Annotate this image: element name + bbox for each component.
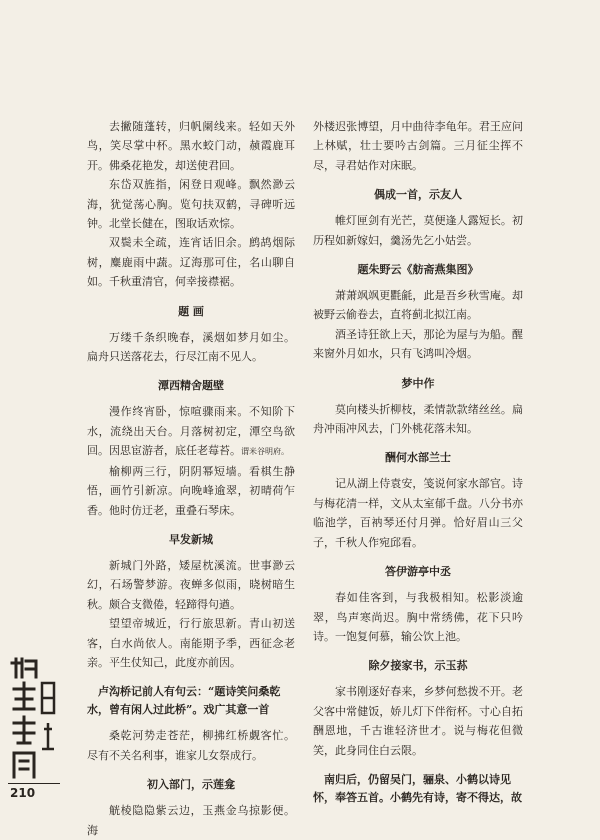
left-column	[87, 117, 295, 840]
poem-line: 萧萧飒飒更氍毹，此是吾乡秋雪庵。却被野云偷卷去，直将蓟北拟江南。	[313, 289, 523, 322]
footer-rule	[8, 783, 60, 784]
poem-line: 莫向楼头折柳枝，柔情款款绪丝丝。扁舟冲雨冲风去，门外桃花落未知。	[313, 402, 523, 436]
poem-line: 春如佳客到，与我极相知。松影淡逾翠，鸟声寒尚迟。胸中常绣佛，花下只吟诗。一饱复何慕，输公饮上池。	[313, 591, 523, 643]
poem-line: 万缕千条织晚春，溪烟如梦月如尘。扁舟只送落花去，行尽江南不见人。	[87, 330, 295, 364]
poem-title: 初入部门，示莲龛	[147, 778, 235, 792]
poem-line: 外楼迟张博望，月中曲待李龟年。君王应问上林赋，壮士要吟古剑篇。三月征尘挥不尽，寻君姑作对床眠。	[313, 120, 523, 172]
book-seal-logo	[8, 653, 60, 783]
poem-line: 家书刚逐好春来，乡梦何愁拨不开。老父客中常健饭，娇儿灯下伴衔杯。寸心自拓酬恩地，千古谁轻济世才。说与梅花但微笑，此身同住白云限。	[313, 685, 523, 757]
poem-title: 酬何水部兰士	[385, 451, 451, 465]
poem-title: 卢沟桥记前人有句云：“题诗笑问桑乾水，曾有闲人过此桥”。戏广其意一首	[87, 685, 281, 717]
poem-line: 桑乾河势走苍茫，柳拂红桥觑客忙。尽有不关名利事，谁家儿女祭成行。	[87, 729, 295, 762]
poem-line: 双鬓未全疏，连宵话旧余。鹧鸪烟际树，麋鹿雨中蔬。辽海那可住，名山聊自如。千秋重清官，何幸接襟裾。	[87, 236, 295, 289]
poem-title: 除夕接家书，示玉荪	[368, 659, 468, 673]
poem-line: 觥棱隐隐紫云边，玉燕金乌掠影便。海	[87, 804, 295, 837]
poem-note: 谓米谷明府。	[241, 447, 289, 457]
right-column	[313, 117, 523, 814]
poem-line: 去撇随蓬转，归帆阑线来。轻如天外鸟，笑尽掌中杯。黑水蛟门动，赪霞鹿耳开。佛桑花艳发，却送使君回。	[87, 120, 295, 172]
poem-title: 南归后，仍留吴门，骊泉、小鹤以诗见怀，奉答五首。小鹤先有诗，寄不得达，故	[313, 772, 522, 804]
poem-line: 新城门外路，矮屋枕溪流。世事渺云幻，石场警梦游。夜蝉多似雨，晓树暗生秋。颇合支微倦，轻蹄得句遒。	[87, 558, 295, 611]
poem-title: 潭西精舍题壁	[158, 379, 224, 393]
poem-line: 帷灯匣剑有光芒，莫便逢人露短长。初历程如新嫁妇，羹汤先乞小姑尝。	[313, 214, 523, 247]
poem-line: 榆柳两三行，阴阴幂短墙。看棋生静悟，画竹引新凉。向晚峰逾翠，初晴荷乍香。他时仿迂老，重叠石琴床。	[87, 464, 295, 517]
poem-title: 偶成一首，示友人	[374, 188, 462, 202]
poem-text: 漫作终宵卧，惊喧骤雨来。不知阶下水，流绕出天台。月落树初定，潭空鸟欲回。因思宦游者，底任老莓苔。	[87, 405, 295, 458]
poem-line: 记从湖上侍袁安，笺说何家水部官。诗与梅花清一样，文从太室郁千盘。八分书亦临池学，百衲琴还付月弹。恰好眉山三父子，千秋人作宛邱看。	[313, 477, 523, 549]
poem-title: 题朱野云《舫斋燕集图》	[357, 263, 479, 277]
poem-title: 题 画	[178, 304, 204, 318]
poem-title: 梦中作	[401, 376, 435, 390]
poem-line: 望望帝城近，行行旅思新。青山初送客，白水尚依人。南能期予季，西征念老亲。平生仗知己，此度亦前因。	[87, 617, 295, 669]
poem-line: 酒圣诗狂欲上天，那论为屋与为船。醒来窗外月如水，只有飞鸿叫冷烟。	[313, 327, 523, 361]
poem-title: 早发新城	[169, 532, 213, 546]
poem-title: 答伊游亭中丞	[385, 565, 451, 579]
poem-line: 东岱双旌指，闲登日观峰。飘然渺云海，犹觉荡心胸。览句扶双鹤，寻碑听远钟。北堂长健在，图取话欢悰。	[87, 178, 295, 231]
poem-line	[87, 402, 295, 461]
page-number: 210	[10, 786, 36, 800]
